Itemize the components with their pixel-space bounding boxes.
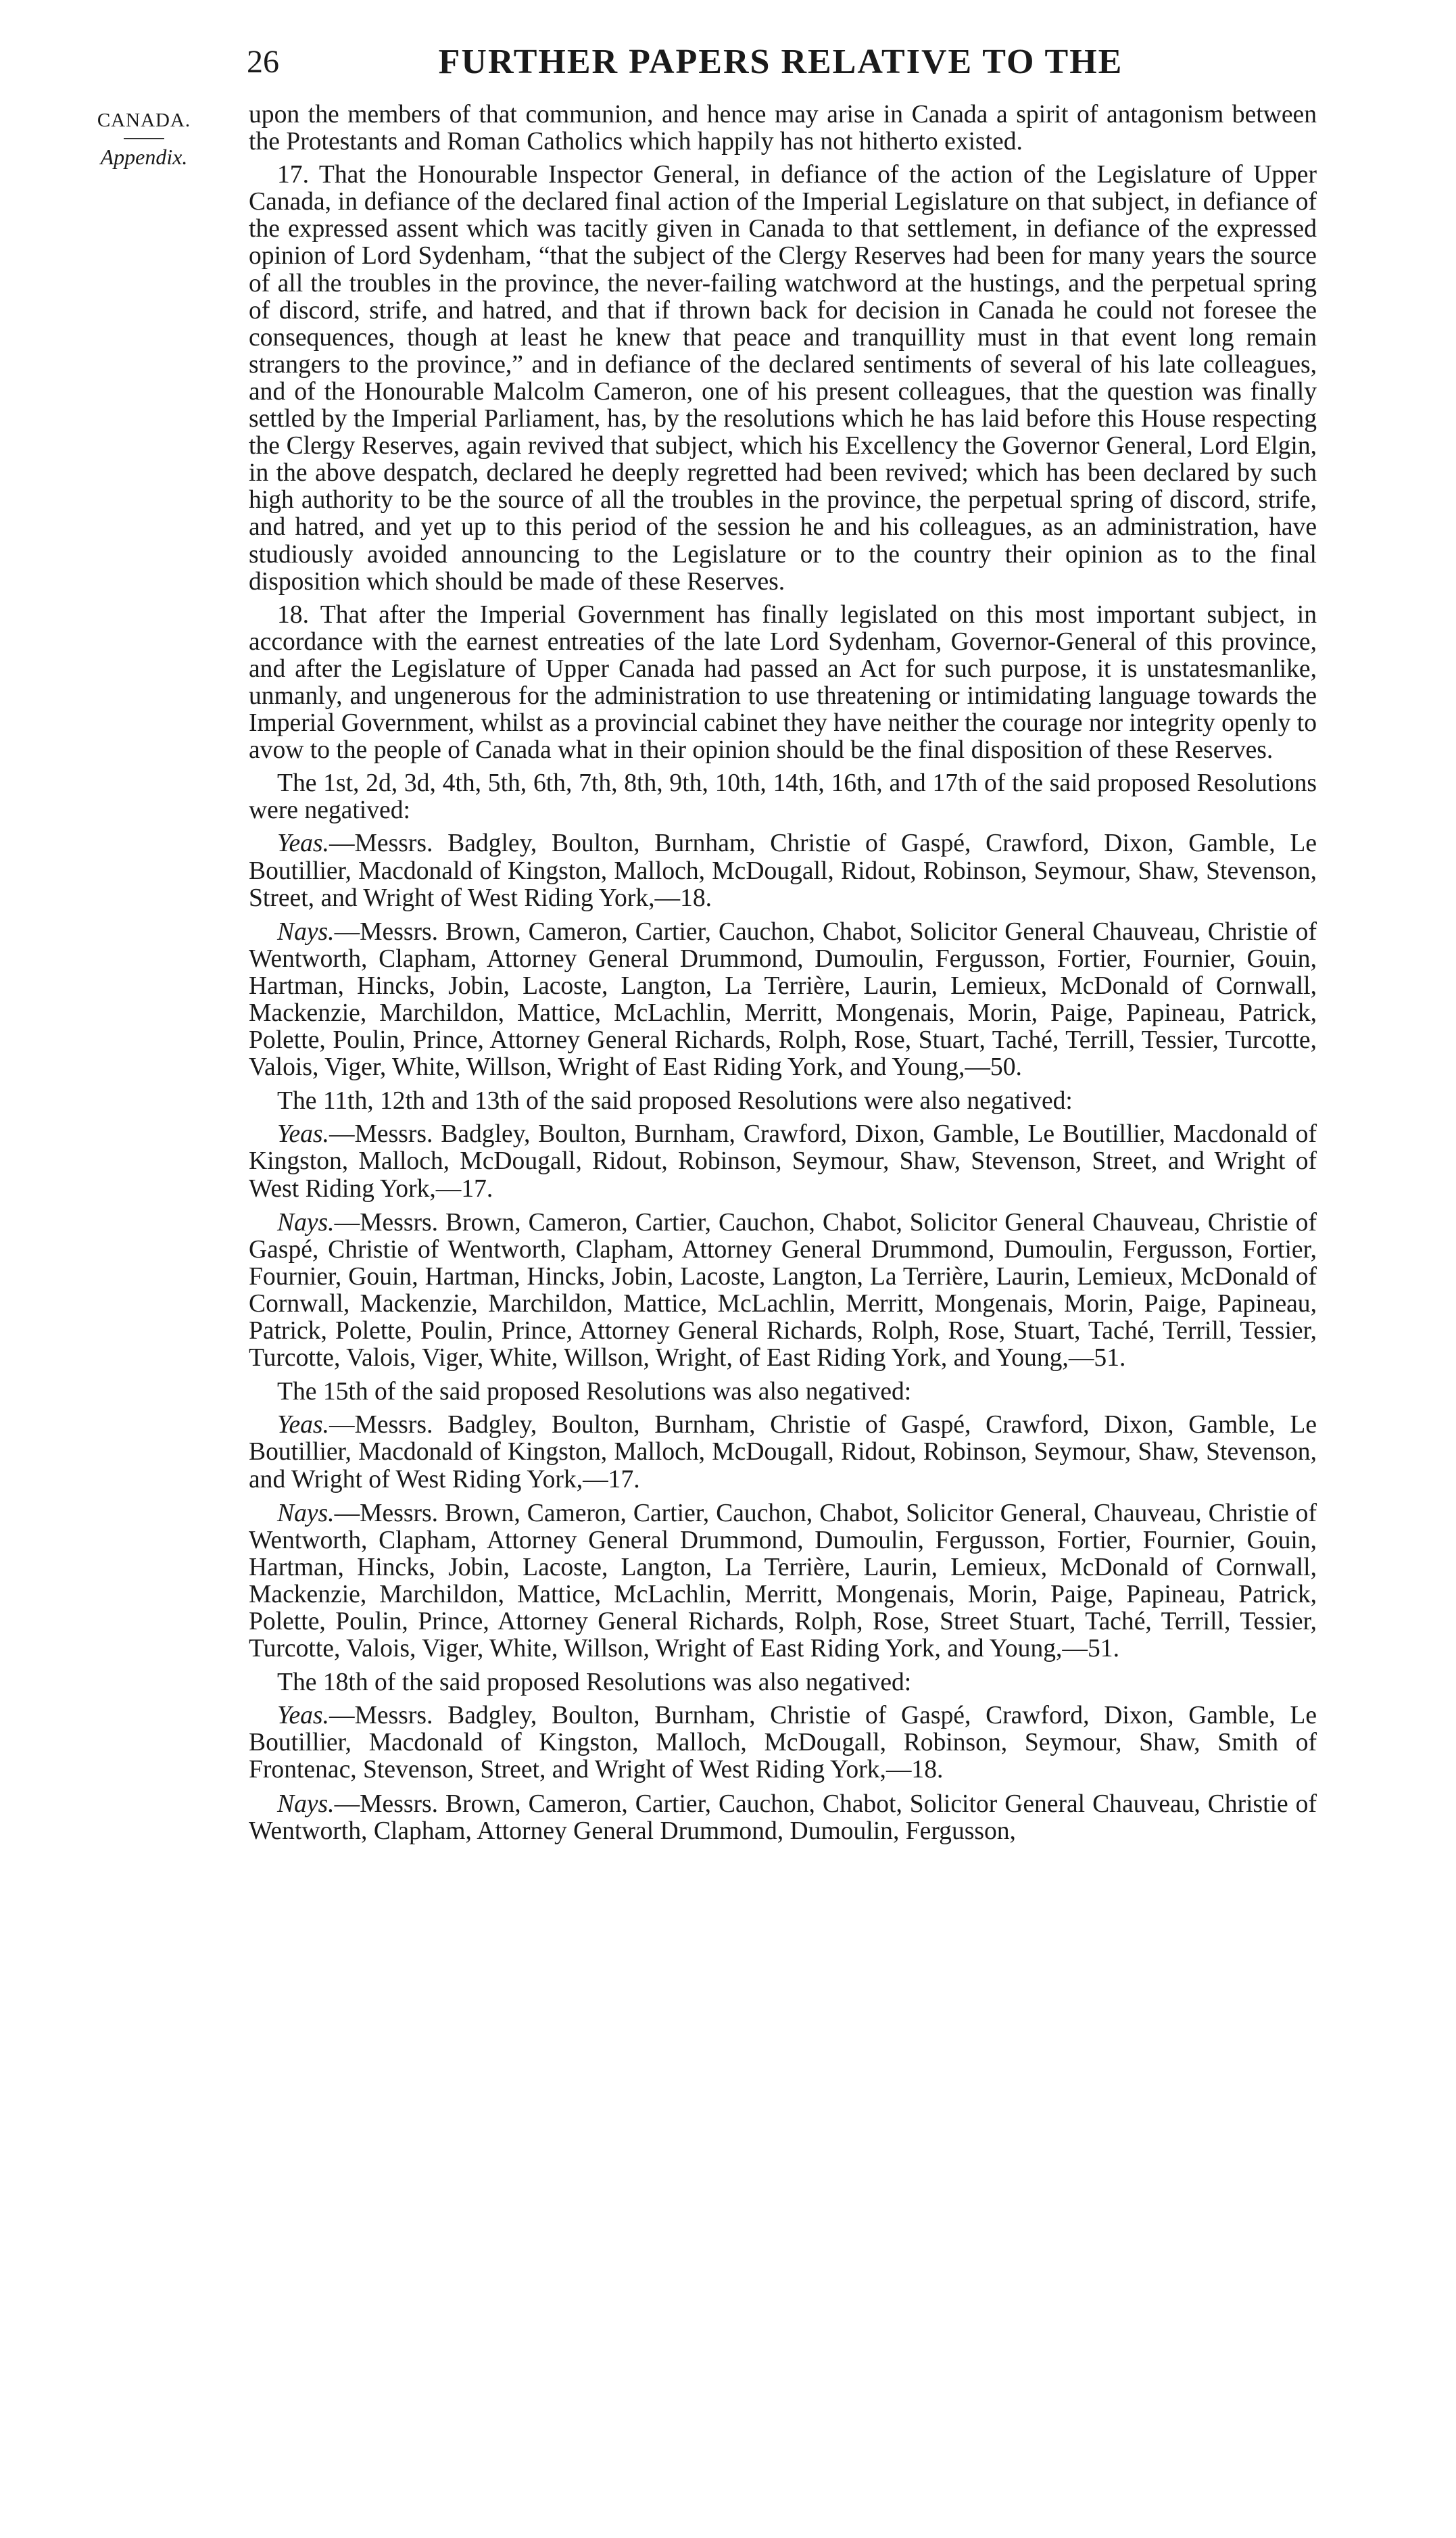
- vote-label: Yeas.: [277, 1411, 329, 1439]
- vote-statement: [249, 1669, 1317, 1696]
- paragraph-text: The 11th, 12th and 13th of the said proposed Resolutions were also negatived:: [277, 1087, 1073, 1116]
- vote-names: —Messrs. Badgley, Boulton, Burnham, Christie of Gaspé, Crawford, Dixon, Gamble, Le Boutillier, Macdonald of Kingston, Malloch, McDougall, Ridout, Robinson, Seymour, Shaw, Stevenson, Street, and Wright of West Riding York,—18.: [249, 830, 1317, 912]
- body-text: [249, 101, 1317, 1852]
- vote-names: —Messrs. Brown, Cameron, Cartier, Cauchon, Chabot, Solicitor General, Chauveau, Christie of Wentworth, Clapham, Attorney General Drummond, Dumoulin, Fergusson, Fortier, Fournier, Gouin, Hartman, Hincks, Jobin, Lacoste, Langton, La Terrière, Laurin, Lemieux, McDonald of Cornwall, Mackenzie, Marchildon, Mattice, McLachlin, Merritt, Mongenais, Morin, Paige, Papineau, Patrick, Polette, Poulin, Prince, Attorney General Richards, Rolph, Rose, Street Stuart, Taché, Terrill, Tessier, Turcotte, Valois, Viger, White, Willson, Wright of East Riding York, and Young,—51.: [249, 1499, 1317, 1663]
- vote-label: Nays.: [277, 1790, 335, 1818]
- vote-names: —Messrs. Badgley, Boulton, Burnham, Christie of Gaspé, Crawford, Dixon, Gamble, Le Boutillier, Macdonald of Kingston, Malloch, McDougall, Ridout, Robinson, Seymour, Shaw, Stevenson, and Wright of West Riding York,—17.: [249, 1411, 1317, 1493]
- paragraph-text: 17. That the Honourable Inspector General, in defiance of the action of the Legislature of Upper Canada, in defiance of the declared final action of the Imperial Legislature on that subject, in defiance of the expressed assent which was tacitly given in Canada to that settlement, in defiance of the expressed opinion of Lord Sydenham, “that the subject of the Clergy Reserves had been for many years the source of all the troubles in the province, the never-failing watchword at the hustings, and the perpetual spring of discord, strife, and hatred, and that if thrown back for decision in Canada he could not foresee the consequences, though at least he knew that peace and tranquillity must in that event long remain strangers to the province,” and in defiance of the declared sentiments of several of his late colleagues, and of the Honourable Malcolm Cameron, one of his present colleagues, that the question was finally settled by the Imperial Parliament, has, by the resolutions which he has laid before this House respecting the Clergy Reserves, again revived that subject, which his Excellency the Governor General, Lord Elgin, in the above despatch, declared he deeply regretted had been revived; which has been declared by such high authority to be the source of all the troubles in the province, the perpetual spring of discord, strife, and hatred, and yet up to this period of the session he and his colleagues, as an administration, have studiously avoided announcing to the Legislature or to the country their opinion as to the final disposition which should be made of these Reserves.: [249, 161, 1317, 596]
- nays-list: [249, 1500, 1317, 1663]
- vote-label: Nays.: [277, 1499, 335, 1527]
- vote-label: Nays.: [277, 917, 335, 946]
- paragraph-continuation: [249, 101, 1317, 155]
- margin-notes: [87, 107, 201, 170]
- margin-label-appendix: Appendix.: [100, 145, 188, 169]
- vote-statement: [249, 770, 1317, 824]
- page-header: [247, 35, 1315, 89]
- vote-names: —Messrs. Brown, Cameron, Cartier, Cauchon, Chabot, Solicitor General Chauveau, Christie of Gaspé, Christie of Wentworth, Clapham, Attorney General Drummond, Dumoulin, Fergusson, Fortier, Fournier, Gouin, Hartman, Hincks, Jobin, Lacoste, Langton, La Terrière, Laurin, Lemieux, McDonald of Cornwall, Mackenzie, Marchildon, Mattice, McLachlin, Merritt, Mongenais, Morin, Paige, Papineau, Patrick, Polette, Poulin, Prince, Attorney General Richards, Rolph, Rose, Stuart, Taché, Terrill, Tessier, Turcotte, Valois, Viger, White, Willson, Wright, of East Riding York, and Young,—51.: [249, 1208, 1317, 1372]
- vote-label: Yeas.: [277, 830, 329, 858]
- vote-label: Nays.: [277, 1208, 335, 1237]
- yeas-list: [249, 830, 1317, 911]
- margin-rule: [124, 138, 164, 139]
- vote-statement: [249, 1088, 1317, 1115]
- vote-names: —Messrs. Badgley, Boulton, Burnham, Christie of Gaspé, Crawford, Dixon, Gamble, Le Boutillier, Macdonald of Kingston, Malloch, McDougall, Robinson, Seymour, Shaw, Smith of Frontenac, Stevenson, Street, and Wright of West Riding York,—18.: [249, 1702, 1317, 1784]
- paragraph-text: The 15th of the said proposed Resolutions was also negatived:: [277, 1378, 912, 1406]
- nays-list: [249, 919, 1317, 1082]
- yeas-list: [249, 1702, 1317, 1783]
- margin-label-canada: CANADA.: [97, 110, 191, 131]
- paragraph-text: upon the members of that communion, and hence may arise in Canada a spirit of antagonism between the Protestants and Roman Catholics which happily has not hitherto existed.: [249, 101, 1317, 156]
- resolution-17: [249, 162, 1317, 596]
- nays-list: [249, 1210, 1317, 1372]
- resolution-18: [249, 602, 1317, 765]
- page-number: 26: [247, 44, 279, 80]
- paragraph-text: The 1st, 2d, 3d, 4th, 5th, 6th, 7th, 8th, 9th, 10th, 14th, 16th, and 17th of the said proposed Resolutions were negatived:: [249, 769, 1317, 825]
- paragraph-text: The 18th of the said proposed Resolutions was also negatived:: [277, 1669, 912, 1697]
- vote-label: Yeas.: [277, 1120, 329, 1149]
- vote-names: —Messrs. Badgley, Boulton, Burnham, Crawford, Dixon, Gamble, Le Boutillier, Macdonald of Kingston, Malloch, McDougall, Ridout, Robinson, Seymour, Shaw, Stevenson, Street, and Wright of West Riding York,—17.: [249, 1120, 1317, 1203]
- yeas-list: [249, 1121, 1317, 1202]
- vote-statement: [249, 1379, 1317, 1406]
- vote-names: —Messrs. Brown, Cameron, Cartier, Cauchon, Chabot, Solicitor General Chauveau, Christie of Wentworth, Clapham, Attorney General Drummond, Dumoulin, Fergusson,: [249, 1790, 1317, 1845]
- running-title: FURTHER PAPERS RELATIVE TO THE: [438, 43, 1123, 81]
- nays-list: [249, 1791, 1317, 1845]
- yeas-list: [249, 1412, 1317, 1493]
- vote-names: —Messrs. Brown, Cameron, Cartier, Cauchon, Chabot, Solicitor General Chauveau, Christie of Wentworth, Clapham, Attorney General Drummond, Dumoulin, Fergusson, Fortier, Fournier, Gouin, Hartman, Hincks, Jobin, Lacoste, Langton, La Terrière, Laurin, Lemieux, McDonald of Cornwall, Mackenzie, Marchildon, Mattice, McLachlin, Merritt, Mongenais, Morin, Paige, Papineau, Patrick, Polette, Poulin, Prince, Attorney General Richards, Rolph, Rose, Stuart, Taché, Terrill, Tessier, Turcotte, Valois, Viger, White, Willson, Wright of East Riding York, and Young,—50.: [249, 917, 1317, 1082]
- paragraph-text: 18. That after the Imperial Government has finally legislated on this most important subject, in accordance with the earnest entreaties of the late Lord Sydenham, Governor-General of this province, and after the Legislature of Upper Canada had passed an Act for such purpose, it is unstatesmanlike, unmanly, and ungenerous for the administration to use threatening or intimidating language towards the Imperial Government, whilst as a provincial cabinet they have neither the courage nor integrity openly to avow to the people of Canada what in their opinion should be the final disposition of these Reserves.: [249, 600, 1317, 765]
- vote-label: Yeas.: [277, 1702, 329, 1730]
